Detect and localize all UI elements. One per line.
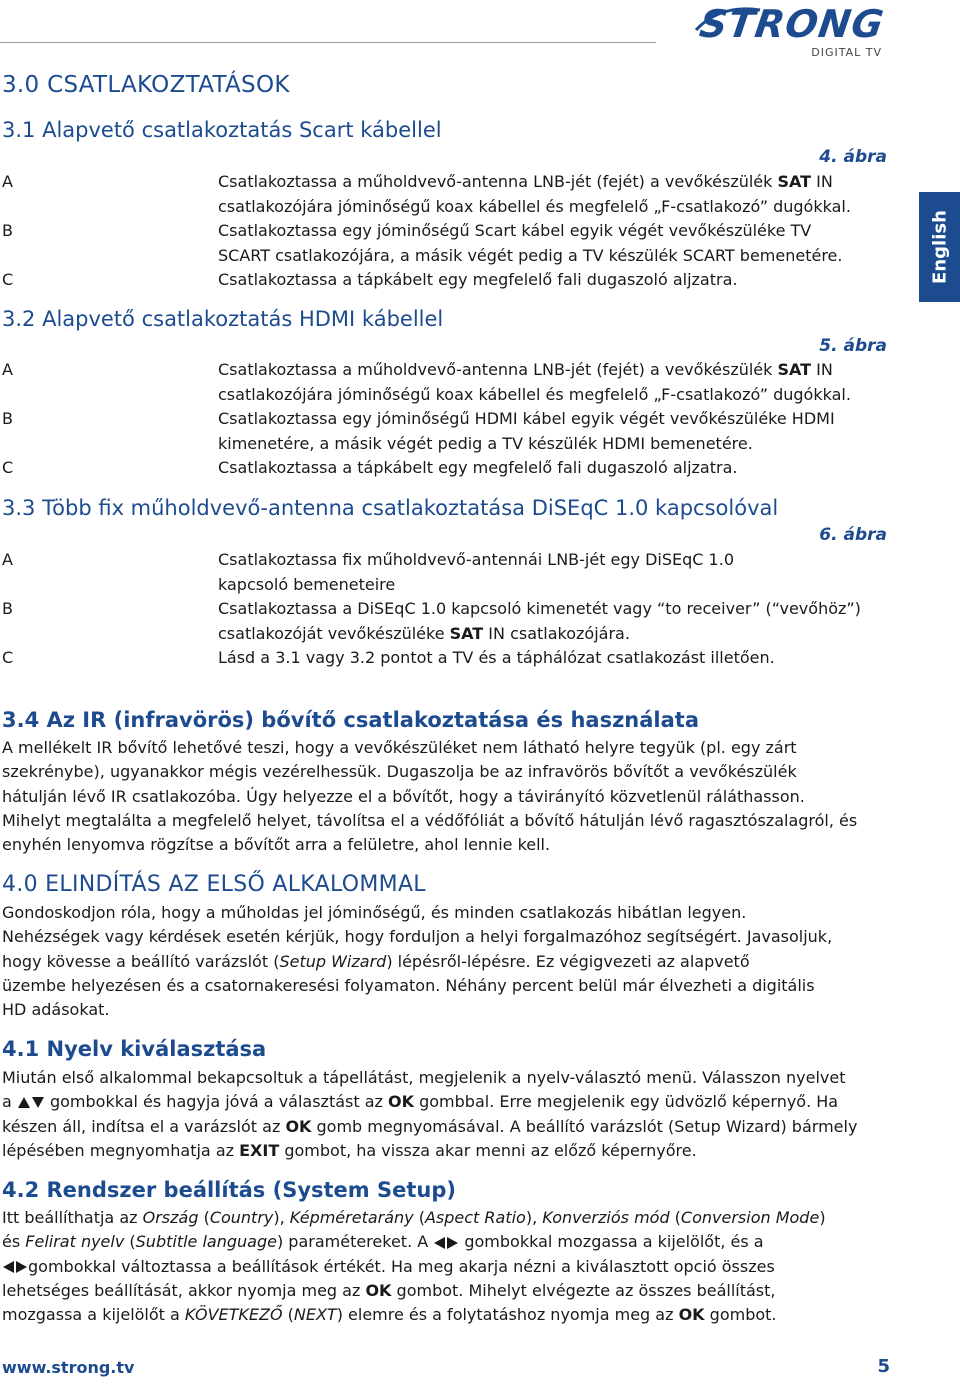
item-letter-c: C (2, 270, 14, 289)
item-letter-b: B (2, 599, 13, 618)
logo-subtitle: DIGITAL TV (811, 46, 882, 59)
item-text-c: Lásd a 3.1 vagy 3.2 pontot a TV és a táphálózat csatlakozást illetően. (218, 648, 775, 667)
side-tab-label: English (929, 210, 950, 284)
section-3-2-title: 3.2 Alapvető csatlakoztatás HDMI kábellel (2, 307, 444, 331)
section-3-4-body: A mellékelt IR bővítő lehetővé teszi, hogy a vevőkészüléket nem látható helyre tegyük (pl. egy zárt szekrénybe), ugyanakkor mégis vezérelhessük. Dugaszolja be az infravörös bővítőt a vevőkészülék hátulján lévő IR csatlakozóba. Úgy helyezze el a bővítőt, hogy a távirányító közvetlenül ráláthasson. Mihelyt megtalálta a megfelelő helyet, távolítsa el a védőfóliát a bővítő hátulján lévő ragasztószalagról, és enyhén lenyomva rögzítse a bővítőt arra a felületre, ahol lennie kell. (2, 738, 858, 855)
language-side-tab (919, 192, 960, 302)
item-letter-c: C (2, 458, 14, 477)
section-4-0-title: 4.0 ELINDÍTÁS AZ ELSŐ ALKALOMMAL (2, 872, 426, 897)
arrow-left-icon (434, 1237, 445, 1249)
arrow-right-icon (16, 1261, 27, 1273)
item-letter-a: A (2, 172, 13, 191)
item-text-a: Csatlakoztassa a műholdvevő-antenna LNB-jét (fejét) a vevőkészülék SAT IN csatlakozójára jóminőségű koax kábellel és megfelelő „F-csatlakozó” dugókkal. (218, 172, 851, 216)
section-3-1-title: 3.1 Alapvető csatlakoztatás Scart kábellel (2, 118, 442, 142)
item-text-c: Csatlakoztassa a tápkábelt egy megfelelő fali dugaszoló aljzatra. (218, 458, 738, 477)
header-rule (0, 42, 656, 43)
section-3-0-title: 3.0 CSATLAKOZTATÁSOK (2, 72, 290, 98)
figure-ref-5: 5. ábra (819, 336, 887, 356)
item-text-a: Csatlakoztassa a műholdvevő-antenna LNB-jét (fejét) a vevőkészülék SAT IN csatlakozójára jóminőségű koax kábellel és megfelelő „F-csatlakozó” dugókkal. (218, 360, 851, 404)
strong-logo (690, 2, 890, 62)
section-4-2-body: Itt beállíthatja az Ország (Country), Képméretarány (Aspect Ratio), Konverziós mód (Conversion Mode) és Felirat nyelv (Subtitle language) paramétereket. A gombokkal mozgassa a kijelölőt, és a gombokkal változtassa a beállítások értékét. Ha meg akarja nézni a kiválasztott opció összes lehetséges beállítását, akkor nyomja meg az OK gombot. Mihelyt elvégezte az összes beállítást, mozgassa a kijelölőt a KÖVETKEZŐ (NEXT) elemre és a folytatáshoz nyomja meg az OK gombot. (2, 1208, 826, 1325)
page-number: 5 (877, 1356, 890, 1377)
arrow-up-icon (18, 1097, 30, 1108)
item-text-b: Csatlakoztassa egy jóminőségű HDMI kábel egyik végét vevőkészüléke HDMI kimenetére, a másik végét pedig a TV készülék HDMI bemenetére. (218, 409, 835, 453)
section-4-2-title: 4.2 Rendszer beállítás (System Setup) (2, 1178, 456, 1202)
arrow-right-icon (447, 1237, 458, 1249)
item-letter-b: B (2, 221, 13, 240)
item-letter-c: C (2, 648, 14, 667)
logo-text: STRONG (696, 2, 887, 46)
figure-ref-4: 4. ábra (819, 147, 887, 167)
item-text-c: Csatlakoztassa a tápkábelt egy megfelelő fali dugaszoló aljzatra. (218, 270, 738, 289)
section-3-4-title: 3.4 Az IR (infravörös) bővítő csatlakoztatása és használata (2, 708, 700, 732)
section-4-0-body: Gondoskodjon róla, hogy a műholdas jel jóminőségű, és minden csatlakozás hibátlan legyen. Nehézségek vagy kérdések esetén kérjük, hogy forduljon a helyi forgalmazóhoz segítségért. Javasoljuk, hogy kövesse a beállító varázslót (Setup Wizard) lépésről-lépésre. Ez végigvezeti az alapvető üzembe helyezésen és a csatornakeresési folyamaton. Néhány percent belül már élvezheti a digitális HD adásokat. (2, 903, 833, 1020)
arrow-left-icon (3, 1261, 14, 1273)
item-letter-a: A (2, 550, 13, 569)
item-letter-a: A (2, 360, 13, 379)
item-text-b: Csatlakoztassa egy jóminőségű Scart kábel egyik végét vevőkészüléke TV SCART csatlakozójára, a másik végét pedig a TV készülék SCART bemenetére. (218, 221, 843, 265)
section-4-1-title: 4.1 Nyelv kiválasztása (2, 1037, 267, 1061)
section-4-1-body: Miután első alkalommal bekapcsoltuk a tápellátást, megjelenik a nyelv-választó menü. Válasszon nyelvet a gombokkal és hagyja jóvá a választást az OK gombbal. Erre megjelenik egy üdvözlő képernyő. Ha készen áll, indítsa el a varázslót az OK gomb megnyomásával. A beállító varázslót (Setup Wizard) bármely lépésében megnyomhatja az EXIT gombot, ha vissza akar menni az előző képernyőre. (2, 1068, 858, 1160)
item-text-a: Csatlakoztassa fix műholdvevő-antennái LNB-jét egy DiSEqC 1.0 kapcsoló bemeneteire (218, 550, 734, 594)
arrow-down-icon (32, 1097, 44, 1108)
figure-ref-6: 6. ábra (819, 525, 887, 545)
footer-url-link[interactable]: www.strong.tv (2, 1358, 135, 1377)
item-text-b: Csatlakoztassa a DiSEqC 1.0 kapcsoló kimenetét vagy “to receiver” (“vevőhöz”) csatlakozóját vevőkészüléke SAT IN csatlakozójára. (218, 599, 861, 643)
section-3-3-title: 3.3 Több fix műholdvevő-antenna csatlakoztatása DiSEqC 1.0 kapcsolóval (2, 496, 779, 520)
item-letter-b: B (2, 409, 13, 428)
